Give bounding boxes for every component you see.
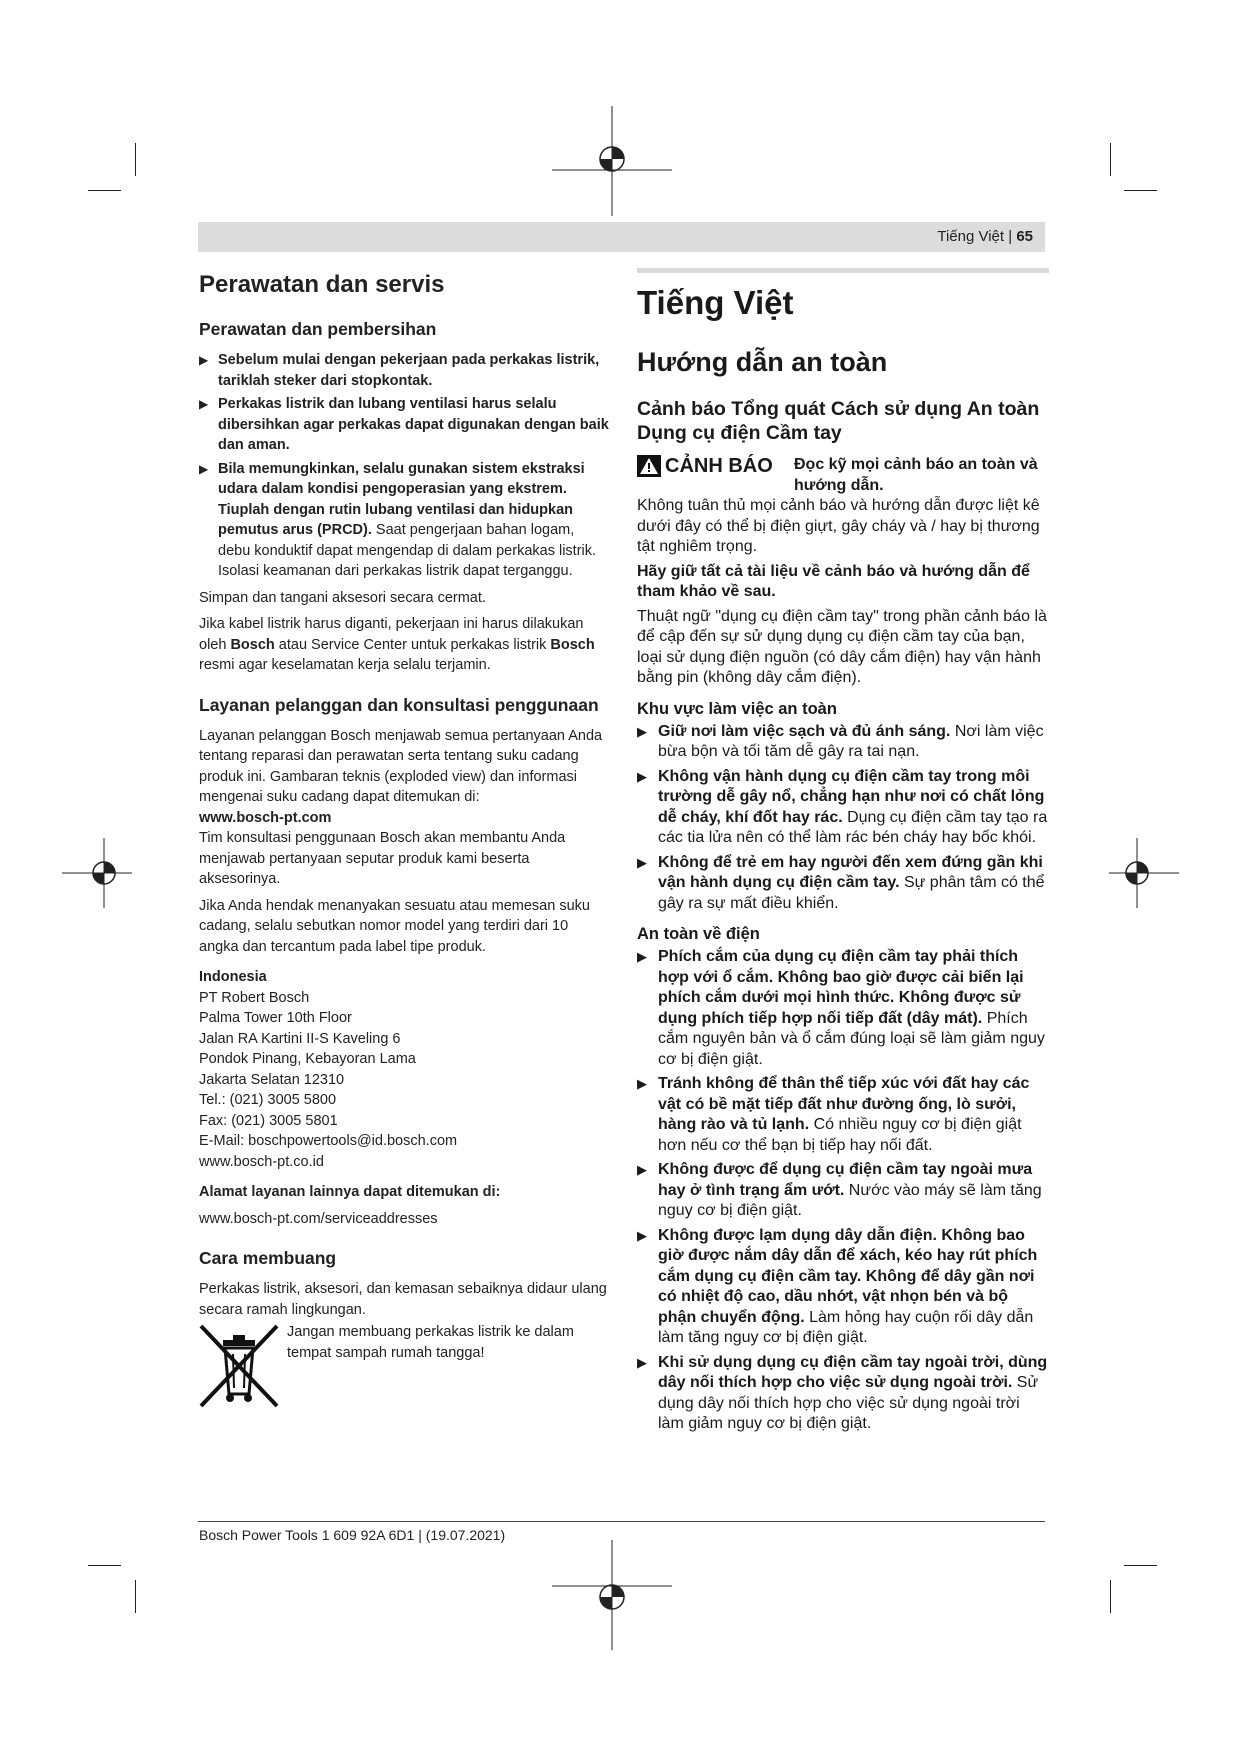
bullet-normal-text: Phích cắm nguyên bản và ổ cắm đúng loại sẽ làm giảm nguy cơ bị điện giật. [658, 1009, 1045, 1068]
bullet-normal-text: Nơi làm việc bừa bộn và tối tăm dễ gây ra tai nạn. [658, 722, 1044, 760]
bullet-arrow-icon: ▶ [637, 1162, 647, 1177]
warning-label-text: CẢNH BÁO [665, 454, 773, 477]
page-header-bar [198, 222, 1045, 252]
bullet-bold-text: Không được lạm dụng dây dẫn điện. Không bao giờ được nắm dây dẫn để xách, kéo hay rút phích cắm dụng cụ điện cầm tay. Không để dây gần nơi có nhiệt độ cao, dầu nhớt, vật nhọn bén và bộ phận chuyển động. [658, 1226, 1038, 1326]
bullet-normal-text: Có nhiều nguy cơ bị điện giật hơn nếu cơ thể bạn bị tiếp hay nối đất. [658, 1116, 1022, 1154]
list-item [637, 722, 1049, 763]
address-line: Tel.: (021) 3005 5800 [199, 1092, 337, 1108]
crop-mark [135, 1580, 136, 1613]
paragraph-term: Thuật ngữ "dụng cụ điện cầm tay" trong phần cảnh báo là để cập đến sự sử dụng dụng cụ điện cầm tay của bạn, loại sử dụng điện nguồn (có dây cắm điện) hay vận hành bằng pin (không dây cắm điện). [637, 607, 1047, 686]
section-heading-maintenance: Perawatan dan servis [199, 271, 445, 298]
paragraph-service: Layanan pelanggan Bosch menjawab semua pertanyaan Anda tentang reparasi dan perawatan serta tentang suku cadang produk ini. Gambaran teknis (exploded view) dan informasi mengenai suku cadang dapat ditemukan di: [199, 727, 603, 805]
bullet-bold-text: Khi sử dụng dụng cụ điện cầm tay ngoài trời, dùng dây nối thích hợp cho việc sử dụng ngoài trời. [658, 1353, 1048, 1391]
crop-mark [88, 190, 121, 191]
subheading-disposal: Cara membuang [199, 1248, 337, 1268]
bullet-normal-text: Saat pengerjaan bahan logam, debu konduktif dapat mengendap di dalam perkakas listrik. Isolasi keamanan dari perkakas listrik dapat terganggu. [218, 522, 597, 579]
warning-label [637, 455, 773, 477]
list-item [637, 767, 1049, 849]
registration-mark-icon [552, 106, 672, 216]
crop-mark [88, 1565, 121, 1566]
keep-documents-text: Hãy giữ tất cả tài liệu về cảnh báo và hướng dẫn để tham khảo về sau. [637, 562, 1030, 600]
paragraph-consult: Tim konsultasi penggunaan Bosch akan membantu Anda menjawab pertanyaan seputar produk kami beserta aksesorinya. [199, 830, 566, 887]
address-line: Jalan RA Kartini II-S Kaveling 6 [199, 1030, 401, 1047]
section-heading-safety: Hướng dẫn an toàn [637, 347, 888, 377]
text-span: Jika kabel listrik harus diganti, pekerjaan ini harus dilakukan oleh [199, 616, 584, 653]
right-column [637, 268, 1049, 1439]
bullet-arrow-icon: ▶ [199, 461, 209, 476]
service-url: www.bosch-pt.com [199, 809, 332, 826]
list-item [637, 947, 1049, 1070]
other-address-url: www.bosch-pt.com/serviceaddresses [199, 1210, 438, 1227]
page-number: 65 [1016, 228, 1033, 245]
care-bullet-list [199, 350, 609, 582]
paragraph-store: Simpan dan tangani aksesori secara cermat. [199, 589, 486, 606]
brand-text: Bosch [550, 636, 595, 653]
text-span: resmi agar keselamatan kerja selalu terjamin. [199, 657, 491, 673]
bullet-bold-text: Không để trẻ em hay người đến xem đứng gần khi vận hành dụng cụ điện cầm tay. [658, 853, 1043, 891]
address-line: Palma Tower 10th Floor [199, 1010, 352, 1026]
address-line: Pondok Pinang, Kebayoran Lama [199, 1051, 416, 1067]
bullet-normal-text: Sự phân tâm có thể gây ra sự mất điều khiển. [658, 874, 1045, 912]
address-block [199, 988, 609, 1173]
address-line: PT Robert Bosch [199, 989, 310, 1006]
paragraph-disposal: Perkakas listrik, aksesori, dan kemasan sebaiknya didaur ulang secara ramah lingkungan. [199, 1281, 607, 1318]
address-line: E-Mail: boschpowertools@id.bosch.com [199, 1133, 458, 1149]
bullet-arrow-icon: ▶ [637, 723, 647, 739]
subheading-work-area: Khu vực làm việc an toàn [637, 699, 837, 718]
footer-text: Bosch Power Tools 1 609 92A 6D1 | (19.07.2021) [199, 1527, 506, 1543]
bullet-bold-text: Giữ nơi làm việc sạch và đủ ánh sáng. [658, 722, 951, 740]
subheading-care: Perawatan dan pembersihan [199, 319, 437, 339]
list-item [199, 394, 609, 456]
bullet-arrow-icon: ▶ [199, 397, 209, 411]
list-item [199, 459, 609, 582]
bullet-arrow-icon: ▶ [637, 1227, 647, 1243]
section-rule [637, 268, 1049, 273]
crop-mark [1110, 143, 1111, 176]
left-column [199, 268, 609, 1402]
bullet-normal-text: Nước vào máy sẽ làm tăng nguy cơ bị điện giật. [658, 1181, 1042, 1219]
footer-rule [198, 1521, 1045, 1522]
crossed-out-bin-icon [199, 1324, 279, 1408]
list-item [637, 1160, 1049, 1222]
electrical-bullet-list [637, 947, 1049, 1435]
page-title: Tiếng Việt [637, 284, 794, 321]
bullet-arrow-icon: ▶ [637, 854, 647, 870]
subheading-electrical: An toàn về điện [637, 925, 760, 943]
work-area-bullet-list [637, 722, 1049, 915]
text-span: atau Service Center untuk perkakas listrik [274, 636, 551, 653]
country-label: Indonesia [199, 969, 267, 985]
page-label-language: Tiếng Việt [937, 228, 1005, 245]
list-item [637, 1074, 1049, 1156]
registration-mark-icon [62, 838, 132, 908]
bullet-normal-text: Dụng cụ điện cầm tay tạo ra các tia lửa nên có thể làm rác bén cháy hay bốc khói. [658, 808, 1048, 846]
subheading-service: Layanan pelanggan dan konsultasi penggunaan [199, 694, 599, 715]
registration-mark-icon [552, 1540, 672, 1650]
warning-block [637, 455, 1049, 558]
bullet-bold-text: Tránh không để thân thể tiếp xúc với đất hay các vật có bề mặt tiếp đất như đường ống, lò sưởi, hàng rào và tủ lạnh. [658, 1075, 1030, 1133]
bullet-bold-text: Sebelum mulai dengan pekerjaan pada perkakas listrik, tariklah steker dari stopkontak. [218, 352, 600, 389]
disposal-icon-text: Jangan membuang perkakas listrik ke dalam tempat sampah rumah tangga! [287, 1324, 574, 1361]
registration-mark-icon [1109, 838, 1179, 908]
subheading-general-warnings: Cảnh báo Tổng quát Cách sử dụng An toàn Dụng cụ điện Cầm tay [637, 398, 1040, 444]
bullet-arrow-icon: ▶ [199, 353, 209, 367]
page-label-separator: | [1004, 228, 1017, 245]
paragraph-order: Jika Anda hendak menanyakan sesuatu atau memesan suku cadang, selalu sebutkan nomor model yang terdiri dari 10 angka dan tercantum pada label tipe produk. [199, 897, 590, 955]
warning-triangle-icon [637, 455, 661, 477]
bullet-bold-text: Bila memungkinkan, selalu gunakan sistem ekstraksi udara dalam kondisi pengoperasian yang ekstrem. Tiuplah dengan rutin lubang ventilasi dan hidupkan pemutus arus (PRCD). [218, 460, 585, 538]
bullet-bold-text: Không được để dụng cụ điện cầm tay ngoài mưa hay ở tình trạng ẩm ướt. [658, 1161, 1033, 1199]
bullet-bold-text: Phích cắm của dụng cụ điện cầm tay phải thích hợp với ổ cắm. Không bao giờ được cải biến lại phích cắm dưới mọi hình thức. Không được sử dụng phích tiếp hợp nối tiếp đất (dây mát). [658, 948, 1024, 1027]
list-item [199, 350, 609, 391]
crop-mark [1110, 1580, 1111, 1613]
address-line: Fax: (021) 3005 5801 [199, 1112, 338, 1129]
bullet-normal-text: Làm hỏng hay cuộn rối dây dẫn làm tăng nguy cơ bị điện giật. [658, 1308, 1034, 1346]
warning-normal-text: Không tuân thủ mọi cảnh báo và hướng dẫn được liệt kê dưới đây có thể bị điện giựt, gây cháy và / hay bị thương tật nghiêm trọng. [637, 497, 1040, 555]
warning-bold-text: Đọc kỹ mọi cảnh báo an toàn và hướng dẫn. [794, 456, 1038, 494]
brand-text: Bosch [230, 636, 275, 653]
bullet-bold-text: Perkakas listrik dan lubang ventilasi harus selalu dibersihkan agar perkakas dapat digunakan dengan baik dan aman. [218, 396, 609, 453]
address-line: Jakarta Selatan 12310 [199, 1071, 345, 1088]
bullet-arrow-icon: ▶ [637, 768, 647, 784]
bullet-bold-text: Không vận hành dụng cụ điện cầm tay trong môi trường dễ gây nổ, chẳng hạn như nơi có chất lỏng dễ cháy, khí đốt hay rác. [658, 767, 1045, 826]
disposal-notice [199, 1322, 609, 1402]
list-item [637, 1353, 1049, 1435]
list-item [637, 1226, 1049, 1349]
list-item [637, 853, 1049, 915]
crop-mark [1124, 1565, 1157, 1566]
crop-mark [1124, 190, 1157, 191]
bullet-arrow-icon: ▶ [637, 1076, 647, 1091]
paragraph-cable [199, 614, 609, 676]
bullet-arrow-icon: ▶ [637, 949, 647, 964]
other-address-label: Alamat layanan lainnya dapat ditemukan di: [199, 1184, 501, 1200]
page-label [937, 228, 1033, 245]
bullet-normal-text: Sử dụng dây nối thích hợp cho việc sử dụng ngoài trời làm giảm nguy cơ bị điện giật. [658, 1374, 1039, 1432]
crop-mark [135, 143, 136, 176]
address-line: www.bosch-pt.co.id [199, 1153, 324, 1170]
bullet-arrow-icon: ▶ [637, 1354, 647, 1370]
